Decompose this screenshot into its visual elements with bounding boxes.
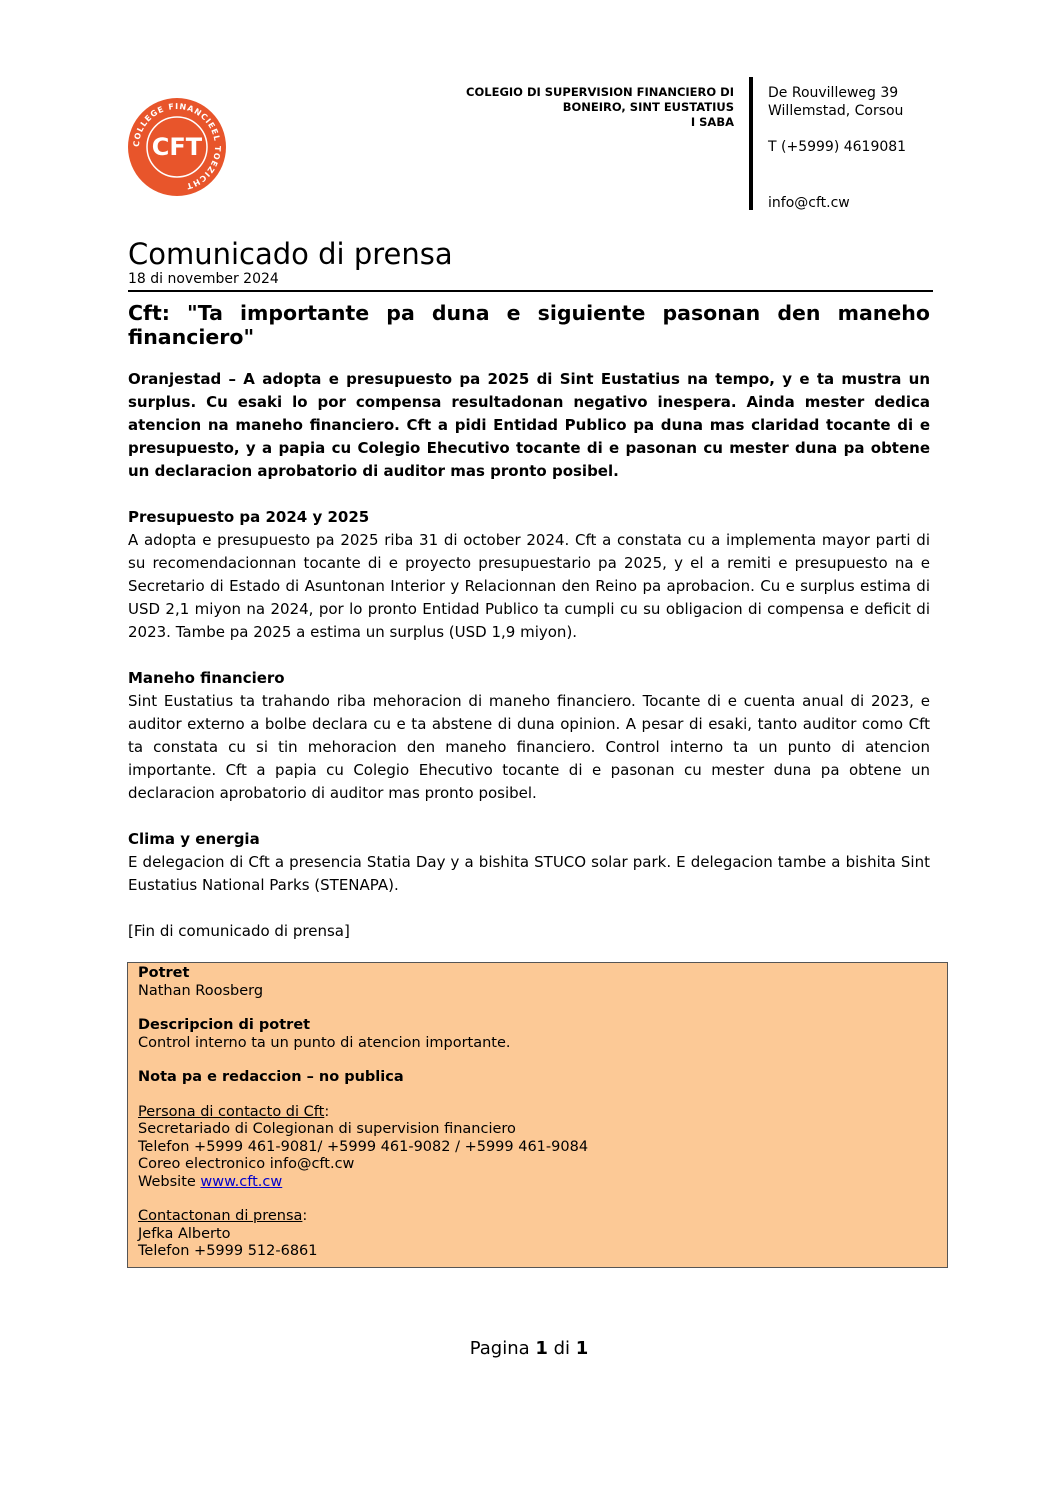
website-prefix: Website — [138, 1173, 201, 1190]
address-phone: T (+5999) 4619081 — [768, 139, 907, 155]
address-city: Willemstad, Corsou — [768, 103, 904, 119]
footer-page-total: 1 — [575, 1338, 589, 1359]
logo-ring-text: COLLEGE FINANCIEEL TOEZICHT — [131, 101, 223, 191]
logo-text: CFT — [151, 133, 203, 161]
address-email[interactable]: info@cft.cw — [768, 195, 850, 211]
address-street: De Rouvilleweg 39 — [768, 85, 899, 101]
section-title-financial-management: Maneho financiero — [128, 669, 285, 687]
press-contact-name: Jefka Alberto — [138, 1225, 231, 1242]
page-footer — [0, 1338, 1058, 1360]
footer-page-number: 1 — [535, 1338, 548, 1359]
section-body-climate-energy: E delegacion di Cft a presencia Statia Day y a bishita STUCO solar park. E delegacion tambe a bishita Sint Eustatius National Parks (STENAPA). — [128, 853, 930, 894]
footer-prefix: Pagina — [469, 1338, 536, 1359]
press-release-body — [128, 368, 930, 943]
section-body-financial-management: Sint Eustatius ta trahando riba mehoracion di maneho financiero. Tocante di e cuenta anual di 2023, e auditor externo a bolbe declara cu e ta abstene di duna opinion. A pesar di esaki, tanto auditor como Cft ta constata cu si tin mehoracion den maneho financiero. Control interno ta un punto di atencion importante. Cft a papia cu Colegio Ehecutivo tocante di e pasonan cu mester duna pa obtene un declaracion aprobatorio di auditor mas pronto posibel. — [128, 692, 930, 802]
photo-label: Potret — [138, 965, 190, 981]
contact-phone: Telefon +5999 461-9081/ +5999 461-9082 / +5999 461-9084 — [138, 1138, 589, 1155]
header-divider — [749, 77, 753, 210]
address-block — [768, 84, 906, 212]
section-title-budget: Presupuesto pa 2024 y 2025 — [128, 508, 370, 526]
document-date: 18 di november 2024 — [128, 271, 279, 287]
website-line — [138, 1174, 937, 1192]
press-contacts-label: Contactonan di prensa — [138, 1208, 303, 1224]
photo-description: Control interno ta un punto di atencion importante. — [138, 1034, 511, 1051]
press-contact-phone: Telefon +5999 512-6861 — [138, 1243, 318, 1259]
headline: Cft: "Ta importante pa duna e siguiente pasonan den maneho financiero" — [128, 301, 930, 349]
organization-name — [400, 85, 734, 130]
contact-email: Coreo electronico info@cft.cw — [138, 1156, 355, 1172]
section-body-budget: A adopta e presupuesto pa 2025 riba 31 di october 2024. Cft a constata cu a implementa mayor parti di su recomendacionnan tocante di e proyecto presupuestario pa 2025, y el a remiti e presupuesto na e Secretario di Estado di Asuntonan Interior y Relacionnan den Reino pa aprobacion. Cu e surplus estima di USD 2,1 miyon na 2024, por lo pronto Entidad Publico ta cumpli cu su obligacion di compensa e deficit di 2023. Tambe pa 2025 a estima un surplus (USD 1,9 miyon). — [128, 531, 930, 641]
editor-note: Nota pa e redaccion – no publica — [138, 1069, 404, 1085]
section-title-climate-energy: Clima y energia — [128, 830, 260, 848]
title-rule — [128, 290, 933, 292]
end-note: [Fin di comunicado di prensa] — [128, 922, 350, 940]
org-name-line-3: I SABA — [690, 115, 734, 129]
contact-organization: Secretariado di Colegionan di supervision financiero — [138, 1121, 516, 1137]
footer-middle: di — [547, 1338, 576, 1359]
org-name-line-2: BONEIRO, SINT EUSTATIUS — [562, 100, 734, 114]
org-name-line-1: COLEGIO DI SUPERVISION FINANCIERO DI — [466, 85, 734, 99]
website-link[interactable]: www.cft.cw — [200, 1173, 283, 1190]
photo-credit: Nathan Roosberg — [138, 982, 264, 999]
press-label-line: Contactonan di prensa: — [138, 1208, 308, 1224]
document-type: Comunicado di prensa — [128, 237, 453, 271]
photo-description-label: Descripcion di potret — [138, 1017, 311, 1033]
cft-logo — [127, 97, 227, 197]
contact-label: Persona di contacto di Cft — [138, 1103, 325, 1120]
editor-info-box — [127, 962, 948, 1268]
lead-paragraph: Oranjestad – A adopta e presupuesto pa 2025 di Sint Eustatius na tempo, y e ta mustra un surplus. Cu esaki lo por compensa resultadonan negativo inespera. Ainda mester dedica atencion na maneho financiero. Cft a pidi Entidad Publico pa duna mas claridad tocante di e presupuesto, y a papia cu Colegio Ehecutivo tocante di e pasonan cu mester duna pa obtene un declaracion aprobatorio di auditor mas pronto posibel. — [128, 370, 930, 480]
contact-label-line: Persona di contacto di Cft: — [138, 1103, 330, 1120]
